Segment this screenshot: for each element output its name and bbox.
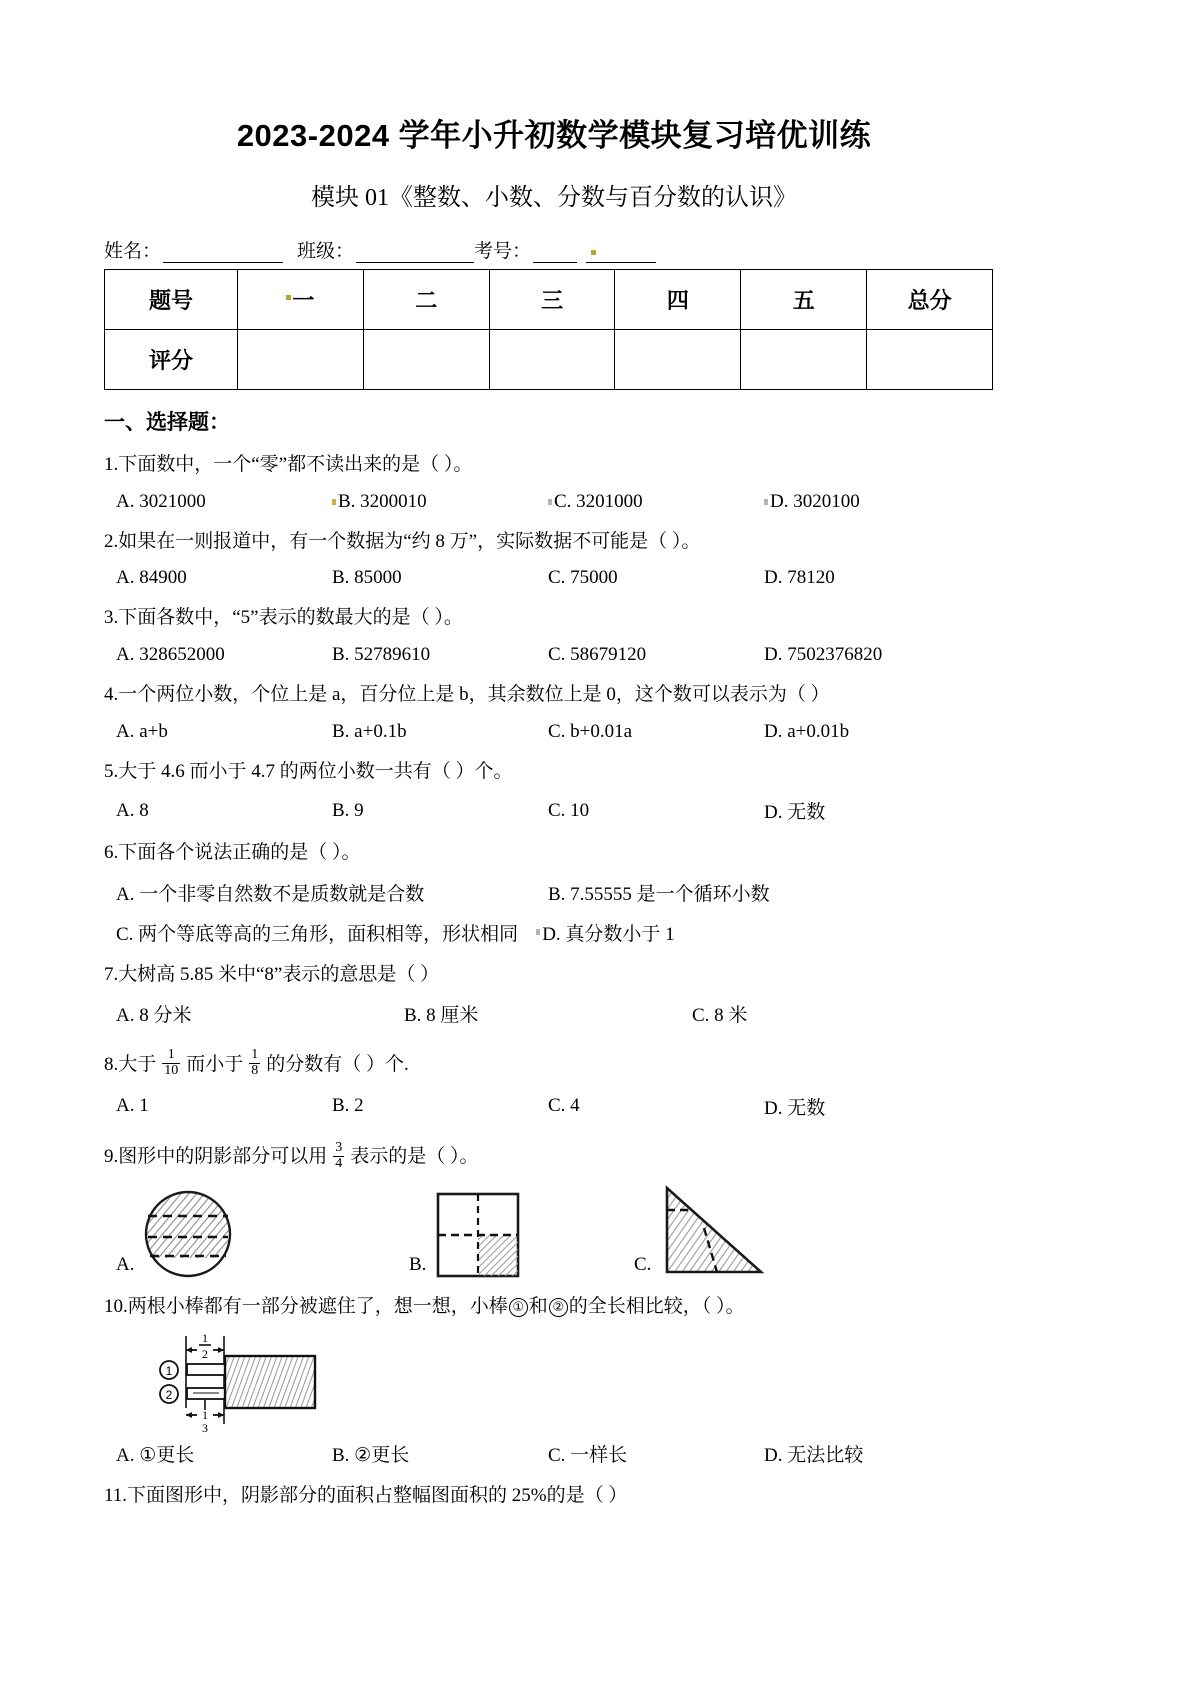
question-8	[104, 1049, 1004, 1079]
table-row-question-numbers	[105, 270, 993, 330]
question-4-option-b[interactable]: B. a+0.1b	[332, 720, 407, 742]
question-10-option-a[interactable]: A. ①更长	[116, 1444, 195, 1466]
score-cell-1[interactable]	[238, 330, 364, 390]
question-8-option-d[interactable]: D. 无数	[764, 1097, 826, 1119]
circled-number-2: ②	[549, 1298, 568, 1317]
question-9	[104, 1139, 1004, 1172]
question-7-option-c[interactable]: C. 8 米	[692, 1005, 748, 1027]
question-9-figure-c-label: C.	[634, 1254, 652, 1276]
question-4-options	[104, 721, 1004, 743]
stray-mark-icon	[548, 499, 552, 505]
question-6-option-b[interactable]: B. 7.55555 是一个循环小数	[548, 883, 770, 905]
question-3-option-d[interactable]: D. 7502376820	[764, 643, 883, 665]
shaded-circle-figure	[138, 1188, 238, 1280]
question-1-number: 1.	[104, 454, 119, 475]
page-title: 2023-2024 学年小升初数学模块复习培优训练	[236, 118, 872, 153]
question-11	[104, 1483, 1004, 1509]
covered-sticks-figure	[159, 1328, 459, 1434]
section-heading-choice: 一、选择题：	[104, 411, 230, 434]
question-5-number: 5.	[104, 760, 119, 782]
identity-line	[104, 236, 1004, 263]
svg-text:3: 3	[202, 1420, 208, 1434]
column-header-total: 总分	[867, 270, 993, 330]
question-1-option-b[interactable]	[332, 491, 548, 513]
row-label-question-no: 题号	[105, 270, 238, 330]
question-1-option-a-label: A. 3021000	[116, 490, 206, 512]
svg-text:1: 1	[202, 1330, 208, 1345]
question-6-option-d-label: D. 真分数小于 1	[542, 923, 675, 945]
question-7	[104, 962, 1004, 988]
question-3-text: 下面各数中，“5”表示的数最大的是（ ）。	[118, 607, 463, 629]
question-10-option-c[interactable]: C. 一样长	[548, 1444, 628, 1466]
question-1-option-a[interactable]	[116, 491, 332, 513]
class-input-blank[interactable]	[356, 245, 474, 263]
question-8-option-a[interactable]: A. 1	[116, 1095, 149, 1117]
question-10-text-part3: 的全长相比较，（ ）。	[568, 1296, 745, 1318]
question-10-options	[104, 1440, 1004, 1467]
fraction-one-tenth	[162, 1048, 180, 1078]
question-3	[104, 605, 1004, 631]
fraction-numerator: 1	[167, 1047, 175, 1063]
question-4-option-d[interactable]: D. a+0.01b	[764, 720, 850, 742]
question-2-option-a[interactable]: A. 84900	[116, 567, 187, 589]
question-1-option-b-label: B. 3200010	[338, 490, 427, 512]
question-9-figure-a[interactable]	[116, 1188, 238, 1280]
question-9-text-part2: 表示的是（ ）。	[350, 1146, 479, 1168]
stray-mark-icon	[764, 499, 768, 505]
question-6-options-row1	[104, 879, 1004, 906]
circled-number-1: ①	[509, 1298, 528, 1317]
question-3-number: 3.	[104, 607, 119, 629]
stray-mark-icon	[536, 929, 540, 935]
question-9-figures	[104, 1182, 1004, 1280]
question-8-text-part3: 的分数有（ ）个.	[266, 1053, 409, 1075]
question-6	[104, 840, 1004, 866]
question-1-options	[104, 491, 1004, 513]
question-8-option-c[interactable]: C. 4	[548, 1095, 580, 1117]
column-header-4: 四	[615, 270, 741, 330]
question-9-figure-b[interactable]	[409, 1188, 526, 1280]
score-cell-3[interactable]	[489, 330, 615, 390]
question-9-number: 9.	[104, 1146, 119, 1168]
question-5-options	[104, 797, 1004, 824]
question-3-options	[104, 644, 1004, 666]
score-cell-4[interactable]	[615, 330, 741, 390]
question-10-text-part2: 和	[528, 1296, 548, 1318]
row-label-score: 评分	[105, 330, 238, 390]
svg-text:2: 2	[202, 1346, 208, 1361]
question-2	[104, 529, 1004, 555]
question-6-options-row2	[104, 919, 1004, 946]
question-4-number: 4.	[104, 683, 119, 705]
question-10-text-part1: 两根小棒都有一部分被遮住了，想一想，小棒	[127, 1296, 508, 1318]
question-8-text-part2: 而小于	[186, 1053, 244, 1075]
question-5-option-d[interactable]: D. 无数	[764, 802, 826, 824]
table-row-scores	[105, 330, 993, 390]
question-4-option-c[interactable]: C. b+0.01a	[548, 720, 633, 742]
score-cell-total[interactable]	[867, 330, 993, 390]
svg-text:1: 1	[165, 1363, 173, 1378]
stray-mark-icon	[591, 250, 596, 255]
question-10-figure	[159, 1328, 1004, 1436]
column-header-2: 二	[363, 270, 489, 330]
column-header-1-label: 一	[292, 288, 315, 313]
fraction-numerator: 1	[251, 1047, 259, 1063]
fraction-one-eighth	[249, 1048, 260, 1078]
question-1-text: 下面数中，一个“零”都不读出来的是（ ）。	[118, 454, 473, 475]
question-10	[104, 1294, 1004, 1320]
name-input-blank[interactable]	[163, 245, 283, 263]
fraction-denominator: 4	[335, 1155, 343, 1171]
question-4	[104, 682, 1004, 708]
question-2-number: 2.	[104, 530, 119, 552]
question-2-option-c[interactable]: C. 75000	[548, 567, 618, 589]
name-label: 姓名：	[104, 241, 162, 262]
question-1-option-d[interactable]	[764, 491, 980, 513]
question-7-number: 7.	[104, 963, 119, 985]
question-6-option-a[interactable]: A. 一个非零自然数不是质数就是合数	[116, 883, 425, 905]
column-header-5: 五	[741, 270, 867, 330]
question-3-option-c[interactable]: C. 58679120	[548, 643, 647, 665]
shaded-triangle-figure	[655, 1184, 767, 1280]
fraction-three-quarters	[333, 1141, 344, 1171]
fraction-denominator: 10	[164, 1063, 179, 1079]
question-5-option-a[interactable]: A. 8	[116, 799, 149, 821]
page-subtitle: 模块 01《整数、小数、分数与百分数的认识》	[311, 185, 797, 211]
question-10-number: 10.	[104, 1296, 128, 1318]
question-1-option-c[interactable]	[548, 491, 764, 513]
question-6-number: 6.	[104, 842, 119, 864]
question-2-options	[104, 567, 1004, 589]
question-10-option-b[interactable]: B. ②更长	[332, 1444, 410, 1466]
question-11-text: 下面图形中，阴影部分的面积占整幅图面积的 25%的是（ ）	[127, 1484, 628, 1506]
question-9-text-part1: 图形中的阴影部分可以用	[118, 1146, 328, 1168]
question-8-text-part1: 大于	[118, 1053, 157, 1075]
question-5-option-b[interactable]: B. 9	[332, 799, 364, 821]
svg-text:1: 1	[202, 1407, 208, 1422]
fraction-denominator: 8	[251, 1063, 259, 1079]
question-6-text: 下面各个说法正确的是（ ）。	[118, 842, 361, 864]
question-6-option-c[interactable]: C. 两个等底等高的三角形，面积相等，形状相同	[116, 923, 519, 945]
column-header-3: 三	[489, 270, 615, 330]
question-6-option-d[interactable]	[536, 919, 674, 946]
page-content	[104, 0, 1004, 1509]
question-7-option-a[interactable]: A. 8 分米	[116, 1005, 192, 1027]
shaded-square-figure	[430, 1188, 526, 1280]
question-1-option-c-label: C. 3201000	[554, 490, 643, 512]
question-10-option-d[interactable]: D. 无法比较	[764, 1444, 864, 1466]
question-2-option-d[interactable]: D. 78120	[764, 567, 835, 589]
question-7-text: 大树高 5.85 米中“8”表示的意思是（ ）	[118, 963, 440, 985]
question-1	[104, 452, 1004, 478]
class-label: 班级：	[297, 241, 355, 262]
stray-mark-icon	[286, 295, 291, 300]
question-2-text: 如果在一则报道中，有一个数据为“约 8 万”，实际数据不可能是（ ）。	[118, 530, 701, 552]
question-7-options	[104, 1000, 1004, 1027]
exam-no-input-blank-left[interactable]	[533, 245, 577, 263]
question-9-figure-a-label: A.	[116, 1254, 135, 1276]
question-9-figure-c[interactable]	[634, 1184, 767, 1280]
question-3-option-a[interactable]: A. 328652000	[116, 643, 225, 665]
question-5-text: 大于 4.6 而小于 4.7 的两位小数一共有（ ）个。	[118, 760, 513, 782]
question-4-option-a[interactable]: A. a+b	[116, 720, 168, 742]
question-8-number: 8.	[104, 1053, 119, 1075]
exam-no-label: 考号：	[474, 241, 532, 262]
question-2-option-b[interactable]: B. 85000	[332, 567, 402, 589]
question-5-option-c[interactable]: C. 10	[548, 799, 590, 821]
score-cell-2[interactable]	[363, 330, 489, 390]
question-9-figure-b-label: B.	[409, 1254, 427, 1276]
question-7-option-b[interactable]: B. 8 厘米	[404, 1005, 479, 1027]
question-5	[104, 759, 1004, 785]
column-header-1	[238, 270, 364, 330]
score-cell-5[interactable]	[741, 330, 867, 390]
fraction-numerator: 3	[335, 1139, 343, 1155]
question-11-number: 11.	[104, 1484, 128, 1506]
question-1-option-d-label: D. 3020100	[770, 490, 860, 512]
svg-text:2: 2	[165, 1387, 173, 1402]
question-8-options	[104, 1093, 1004, 1120]
score-table	[104, 269, 993, 390]
stray-mark-icon	[332, 499, 336, 505]
question-4-text: 一个两位小数，个位上是 a，百分位上是 b，其余数位上是 0，这个数可以表示为（ ）	[118, 683, 830, 705]
question-3-option-b[interactable]: B. 52789610	[332, 643, 431, 665]
exam-no-input-blank-right[interactable]	[586, 245, 656, 263]
question-8-option-b[interactable]: B. 2	[332, 1095, 364, 1117]
